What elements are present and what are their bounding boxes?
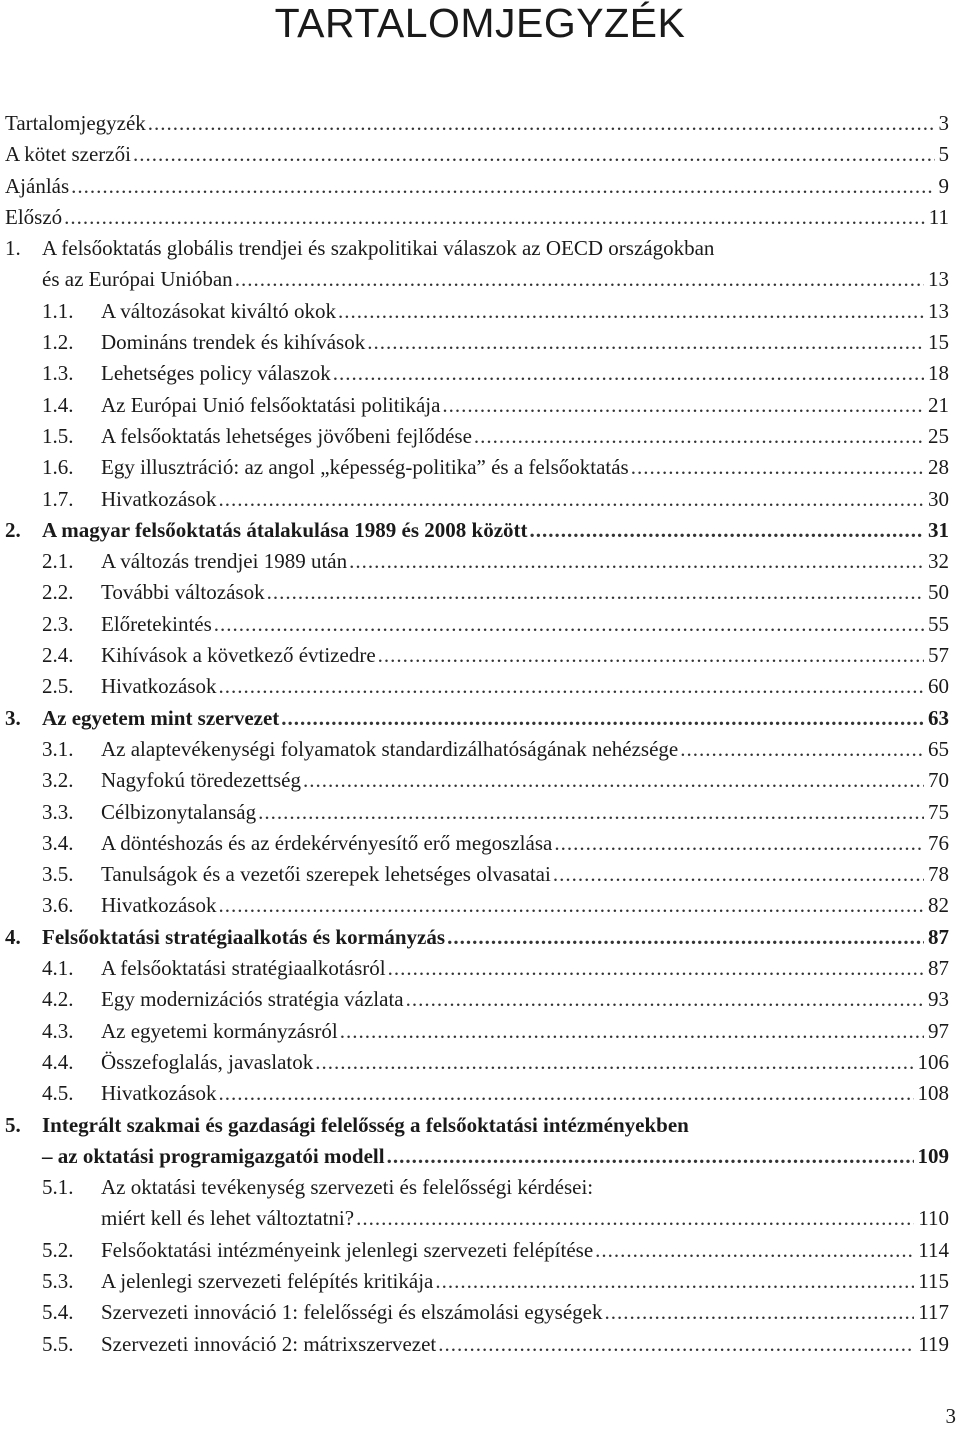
toc-entry[interactable]: [5, 484, 949, 515]
dot-leader: [333, 358, 924, 389]
toc-entry-number: 2.3.: [42, 611, 74, 636]
page-title: TARTALOMJEGYZÉK: [274, 0, 686, 46]
toc-entry[interactable]: [5, 953, 949, 984]
toc-entry-title: Az egyetem mint szervezet: [42, 705, 280, 730]
dot-leader: [435, 1266, 914, 1297]
toc-entry[interactable]: [5, 1047, 949, 1078]
toc-entry-number: 1.1.: [42, 298, 74, 323]
toc-entry[interactable]: [5, 984, 949, 1015]
toc-entry-title: A változás trendjei 1989 után: [101, 549, 348, 574]
toc-entry[interactable]: [5, 264, 949, 295]
dot-leader: [235, 264, 924, 295]
toc-entry-title: – az oktatási programigazgatói modell: [42, 1143, 385, 1168]
toc-entry-title: Előszó: [5, 204, 63, 229]
dot-leader: [281, 703, 924, 734]
toc-entry-number: 1.: [5, 236, 21, 261]
toc-entry-page: 13: [928, 298, 949, 323]
toc-entry-page: 109: [917, 1143, 949, 1168]
toc-entry-page: 70: [928, 768, 949, 793]
toc-entry-title: és az Európai Unióban: [42, 267, 233, 292]
toc-entry-title: Lehetséges policy válaszok: [101, 361, 331, 386]
toc-entry-page: 97: [928, 1018, 949, 1043]
dot-leader: [595, 1235, 914, 1266]
toc-entry-number: 1.5.: [42, 423, 74, 448]
toc-entry-title: Kihívások a következő évtizedre: [101, 643, 376, 668]
toc-entry[interactable]: [5, 358, 949, 389]
toc-entry-title: Hivatkozások: [101, 893, 217, 918]
toc-entry-number: 1.4.: [42, 392, 74, 417]
toc-entry-number: 4.5.: [42, 1081, 74, 1106]
toc-entry[interactable]: [5, 1203, 949, 1234]
toc-entry-title: Összefoglalás, javaslatok: [101, 1049, 314, 1074]
toc-entry[interactable]: [5, 640, 949, 671]
toc-entry[interactable]: [5, 1078, 949, 1109]
toc-entry[interactable]: [5, 922, 949, 953]
dot-leader: [349, 546, 924, 577]
toc-entry-page: 5: [938, 142, 949, 167]
toc-entry[interactable]: [5, 139, 949, 170]
toc-entry-title: Felsőoktatási stratégiaalkotás és kormányzás: [42, 924, 446, 949]
toc-entry-page: 55: [928, 611, 949, 636]
toc-entry[interactable]: [5, 1110, 949, 1141]
toc-entry[interactable]: [5, 1329, 949, 1360]
toc-entry-page: 25: [928, 423, 949, 448]
toc-entry-number: 3.5.: [42, 862, 74, 887]
toc-entry-title: Egy modernizációs stratégia vázlata: [101, 987, 404, 1012]
toc-entry-title: További változások: [101, 580, 265, 605]
dot-leader: [218, 1078, 913, 1109]
toc-entry-page: 78: [928, 862, 949, 887]
toc-entry-page: 114: [918, 1237, 949, 1262]
toc-entry-page: 115: [918, 1268, 949, 1293]
dot-leader: [438, 1329, 914, 1360]
toc-entry-title: Hivatkozások: [101, 1081, 217, 1106]
toc-entry-title: Az egyetemi kormányzásról: [101, 1018, 338, 1043]
toc-entry[interactable]: [5, 202, 949, 233]
page-number: 3: [945, 1404, 956, 1428]
toc-entry-number: 4.1.: [42, 956, 74, 981]
toc-entry-page: 60: [928, 674, 949, 699]
table-of-contents: [5, 108, 949, 1360]
toc-entry-page: 32: [928, 549, 949, 574]
toc-entry-page: 117: [918, 1300, 949, 1325]
dot-leader: [214, 609, 924, 640]
dot-leader: [680, 734, 924, 765]
toc-entry-page: 65: [928, 736, 949, 761]
toc-entry-page: 87: [928, 924, 949, 949]
toc-entry[interactable]: [5, 1141, 949, 1172]
toc-entry-page: 76: [928, 830, 949, 855]
dot-leader: [447, 922, 924, 953]
toc-entry-number: 2.1.: [42, 549, 74, 574]
toc-entry-number: 2.2.: [42, 580, 74, 605]
toc-entry[interactable]: [5, 609, 949, 640]
dot-leader: [267, 577, 924, 608]
toc-entry[interactable]: [5, 765, 949, 796]
toc-entry-number: 3.6.: [42, 893, 74, 918]
toc-entry-title: Tanulságok és a vezetői szerepek lehetséges olvasatai: [101, 862, 551, 887]
dot-leader: [340, 1016, 924, 1047]
dot-leader: [315, 1047, 913, 1078]
toc-entry-page: 75: [928, 799, 949, 824]
toc-entry-title: A kötet szerzői: [5, 142, 131, 167]
toc-entry-title: A felsőoktatás globális trendjei és szakpolitikai válaszok az OECD országokban: [42, 236, 715, 261]
dot-leader: [442, 390, 924, 421]
dot-leader: [64, 202, 925, 233]
toc-entry-number: 5.4.: [42, 1300, 74, 1325]
dot-leader: [605, 1297, 915, 1328]
toc-entry-title: Szervezeti innováció 1: felelősségi és elszámolási egységek: [101, 1300, 603, 1325]
toc-entry-title: A jelenlegi szervezeti felépítés kritikája: [101, 1268, 434, 1293]
toc-entry-title: Egy illusztráció: az angol „képesség-politika” és a felsőoktatás: [101, 455, 629, 480]
toc-entry-number: 2.4.: [42, 643, 74, 668]
toc-entry-page: 15: [928, 330, 949, 355]
toc-entry-title: A felsőoktatás lehetséges jövőbeni fejlődése: [101, 423, 472, 448]
dot-leader: [218, 484, 924, 515]
toc-entry-number: 4.3.: [42, 1018, 74, 1043]
toc-entry-page: 28: [928, 455, 949, 480]
toc-entry-page: 63: [928, 705, 949, 730]
toc-entry-number: 3.1.: [42, 736, 74, 761]
toc-entry-title: Hivatkozások: [101, 674, 217, 699]
toc-entry-page: 18: [928, 361, 949, 386]
toc-entry-title: Előretekintés: [101, 611, 212, 636]
dot-leader: [303, 765, 924, 796]
toc-entry[interactable]: [5, 797, 949, 828]
dot-leader: [356, 1203, 914, 1234]
toc-entry-page: 93: [928, 987, 949, 1012]
toc-entry-number: 5.5.: [42, 1331, 74, 1356]
dot-leader: [218, 671, 924, 702]
toc-entry-title: Nagyfokú töredezettség: [101, 768, 302, 793]
dot-leader: [387, 1141, 914, 1172]
toc-entry-number: 4.: [5, 924, 21, 949]
toc-entry[interactable]: [5, 421, 949, 452]
toc-entry-page: 11: [928, 204, 949, 229]
toc-entry-number: 3.2.: [42, 768, 74, 793]
toc-entry-number: 1.7.: [42, 486, 74, 511]
toc-entry-page: 119: [918, 1331, 949, 1356]
toc-entry[interactable]: [5, 108, 949, 139]
toc-entry-page: 31: [928, 517, 949, 542]
toc-entry-page: 30: [928, 486, 949, 511]
dot-leader: [406, 984, 924, 1015]
toc-entry-number: 5.1.: [42, 1175, 74, 1200]
toc-entry-title: Ajánlás: [5, 173, 70, 198]
toc-entry-title: Domináns trendek és kihívások: [101, 330, 366, 355]
toc-entry-number: 5.: [5, 1112, 21, 1137]
toc-entry-title: Az Európai Unió felsőoktatási politikája: [101, 392, 441, 417]
toc-entry-title: A felsőoktatási stratégiaalkotásról: [101, 956, 386, 981]
dot-leader: [133, 139, 935, 170]
toc-entry[interactable]: [5, 1266, 949, 1297]
toc-entry[interactable]: [5, 1235, 949, 1266]
dot-leader: [631, 452, 924, 483]
dot-leader: [474, 421, 924, 452]
toc-entry-page: 106: [917, 1049, 949, 1074]
toc-entry-page: 110: [918, 1206, 949, 1231]
toc-entry[interactable]: [5, 546, 949, 577]
toc-entry-page: 82: [928, 893, 949, 918]
toc-entry[interactable]: [5, 671, 949, 702]
toc-entry[interactable]: [5, 1172, 949, 1203]
toc-entry[interactable]: [5, 390, 949, 421]
toc-entry[interactable]: [5, 171, 949, 202]
toc-entry-number: 3.3.: [42, 799, 74, 824]
toc-entry-page: 21: [928, 392, 949, 417]
toc-entry-title: A változásokat kiváltó okok: [101, 298, 337, 323]
toc-entry[interactable]: [5, 890, 949, 921]
dot-leader: [530, 515, 924, 546]
toc-entry-title: Tartalomjegyzék: [5, 111, 146, 135]
toc-entry-page: 50: [928, 580, 949, 605]
toc-entry-number: 5.3.: [42, 1268, 74, 1293]
toc-entry-number: 1.3.: [42, 361, 74, 386]
dot-leader: [388, 953, 924, 984]
toc-entry-title: Az oktatási tevékenység szervezeti és felelősségi kérdései:: [101, 1175, 594, 1200]
toc-entry-title: miért kell és lehet változtatni?: [101, 1206, 355, 1231]
toc-entry-title: Az alaptevékenységi folyamatok standardizálhatóságának nehézsége: [101, 736, 679, 761]
dot-leader: [554, 828, 924, 859]
toc-entry-page: 87: [928, 956, 949, 981]
toc-entry-page: 3: [938, 111, 949, 135]
toc-entry[interactable]: [5, 233, 949, 264]
dot-leader: [148, 108, 935, 139]
toc-entry[interactable]: [5, 296, 949, 327]
toc-entry-title: A döntéshozás és az érdekérvényesítő erő megoszlása: [101, 830, 553, 855]
toc-entry-title: Hivatkozások: [101, 486, 217, 511]
toc-entry[interactable]: [5, 515, 949, 546]
toc-entry-title: Felsőoktatási intézményeink jelenlegi szervezeti felépítése: [101, 1237, 594, 1262]
dot-leader: [218, 890, 924, 921]
toc-entry-number: 1.6.: [42, 455, 74, 480]
toc-entry-number: 3.4.: [42, 830, 74, 855]
toc-entry[interactable]: [5, 327, 949, 358]
dot-leader: [258, 797, 924, 828]
toc-entry-number: 2.: [5, 517, 21, 542]
toc-entry-title: Szervezeti innováció 2: mátrixszervezet: [101, 1331, 437, 1356]
dot-leader: [338, 296, 924, 327]
toc-entry-page: 13: [928, 267, 949, 292]
toc-entry-number: 2.5.: [42, 674, 74, 699]
toc-entry[interactable]: [5, 859, 949, 890]
toc-entry[interactable]: [5, 734, 949, 765]
toc-entry[interactable]: [5, 1297, 949, 1328]
toc-entry[interactable]: [5, 452, 949, 483]
toc-entry-title: Célbizonytalanság: [101, 799, 257, 824]
dot-leader: [553, 859, 924, 890]
toc-entry-number: 4.2.: [42, 987, 74, 1012]
dot-leader: [367, 327, 924, 358]
toc-entry-page: 108: [917, 1081, 949, 1106]
toc-entry-title: Integrált szakmai és gazdasági felelősség a felsőoktatási intézményekben: [42, 1112, 689, 1137]
toc-entry-number: 3.: [5, 705, 21, 730]
dot-leader: [378, 640, 924, 671]
toc-entry-title: A magyar felsőoktatás átalakulása 1989 és 2008 között: [42, 517, 528, 542]
toc-entry-page: 57: [928, 643, 949, 668]
toc-entry[interactable]: [5, 577, 949, 608]
toc-entry-number: 1.2.: [42, 330, 74, 355]
toc-entry-number: 4.4.: [42, 1049, 74, 1074]
dot-leader: [71, 171, 934, 202]
toc-entry[interactable]: [5, 828, 949, 859]
toc-entry-number: 5.2.: [42, 1237, 74, 1262]
toc-entry-page: 9: [938, 173, 949, 198]
toc-entry[interactable]: [5, 703, 949, 734]
toc-entry[interactable]: [5, 1016, 949, 1047]
